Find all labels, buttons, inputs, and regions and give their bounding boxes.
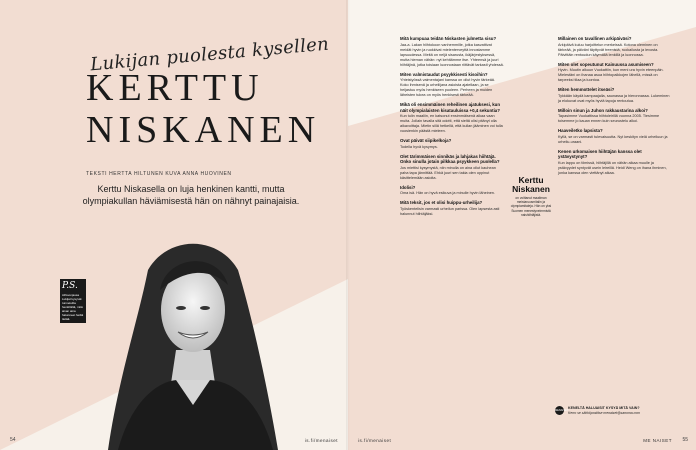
page-number-right: 55 (682, 437, 688, 443)
ps-label: P.S. (62, 281, 78, 291)
interview-column-1 (400, 32, 504, 217)
interview-question: Olet tärimmäisen sinnikäs ja lahjakas hiihtäjä. Onko sinulla jotain pilkkaa psyykkeen puolella? (400, 153, 500, 164)
interview-question: Kenen urkomaisen hiihtäjän kanssa olet ystävystynyt? (558, 148, 642, 159)
interview-answer: Tapasimme Vuokattissa hiihtoleirillä vuonna 2005. Tiesimme toisemme jo kauan ennen kuin seurustelu alkoi. (558, 114, 660, 123)
interview-question: Mitä teksit, jos et olisi huippu-urheilija? (400, 200, 483, 205)
footer-magazine: ME NAISET (643, 438, 672, 443)
sidebar-bio-text: on voittanut maailman meistaruusmitalin ja olympiamitaleja. Hän on yksi Suomen menestyneimmistä naishiihtäjistä. (510, 196, 552, 217)
interview-question: Milloin sinun ja Juhon rakkaustarina alkoi? (558, 107, 648, 113)
interview-answer: Arkipäivä kuluu harjoittelun merkeissä. Kotona oleminen on tärkeää, ja päiväni täyttyvät treenistä, ruokailusta ja levosta. Päivittäin rentoudun käymällä lenkillä ja luonnossa. (558, 42, 659, 57)
ps-box (60, 279, 86, 323)
right-page (348, 0, 696, 450)
interview-answer: Hyvin. Muutin alkuun Vuokattiin, kun meni ura hyvin eteenpäin. Mielestäni on ihanaa asua hiihtopaikkojen lähellä, missä on tarpeeksi tilaa ja luontoa. (558, 68, 664, 82)
menaiset-badge: MENAISET (555, 406, 564, 415)
interview-answer: Jos miettisi kysymystä, niin minulla on aina ollut kauhean paha tapa jännittää. Ehkä juuri sen takia olen oppinut käsittelemään asioita. (400, 165, 496, 180)
interview-answer: Tykkään käydä kampaajalla, saunassa ja hieronnassa. Lukeminen ja elokuvat ovat myös hyviä tapoja rentoutua. (558, 93, 670, 103)
interview-answer: Työskentelisin varmasti urheilun parissa. Olen lapsesta asti halunnut hiihtäjäksi. (400, 206, 500, 216)
footer-left: is.fi/menaiset (304, 438, 338, 443)
interview-answer: Todella hyvä kysymys. (400, 144, 438, 149)
interview-question: Haaveiletko lapsista? (558, 128, 603, 133)
interview-question: Miten hemmottelet itseäsi? (558, 87, 615, 92)
interview-question: Ovat päivät siipikelkoja? (400, 138, 452, 143)
interview-question: Miten valmistaudut psyykkisesti kisoihin? (400, 71, 488, 77)
spine-gutter (346, 0, 350, 450)
interview-answer: Kun lappu on tiimissä, hiihtäjillä on vähän aikaa muulle ja ystävyydet syntyvät usein leireillä. Heidi Weng on ihana ihminen, jonka kanssa olen viettänyt aikaa. (558, 160, 667, 175)
script-title: Lukijan puolesta kysellen (89, 33, 330, 76)
interview-column-2 (558, 32, 672, 176)
interview-answer: Yhteistyössä valmentajani kanssa on ollut hyvin tärkeää. Koko ihmisenä ja urheilijana asioista ajatellaan, ja se heijastuu myös henkiseen puoleen. Perheen ja muiden läheisten tukea on myös henkisesti tärkeää. (400, 78, 495, 97)
interview-question: Mitä kumpuaa teidän Niskasten julmetta sisu? (400, 36, 497, 41)
name-line-last: NISKANEN (86, 109, 321, 151)
portrait-photo (78, 230, 308, 450)
interview-question: Millainen on tavallinen arkipäiväsi? (558, 36, 632, 41)
footer-callout: KENELTÄ HALUAISIT KYSYÄ MITÄ VAIN? (568, 406, 640, 410)
byline-credits: TEKSTI HERTTA HILTUNEN KUVA ANNA HUOVINEN (86, 171, 232, 177)
interview-answer: Oma isä. Hän on hyvä esikuva ja minulle hyvin läheinen. (400, 191, 495, 195)
interview-answer: Jaa-a. Lakan hiihtokoon vanhemmille, jotka kasvattivat meidät hyvin ja ruokkivat mielenterveyttä innostamme lapsuudessa. Meitä on neljä sisarusta, ikäjärjestyksessä, mutta hieman vähän: nyt kehitämme itse. Yhteensä ja juuri hiihtäjinä, jotka toisiaan luonnostaan riittävät tarkasti yhdessä. (400, 42, 504, 67)
interview-question: Idolisi? (400, 184, 416, 190)
interview-question: Miten olet sopeutunut Kainuussa asumiseen? (558, 61, 654, 67)
page-number-left: 54 (10, 437, 16, 443)
footer-site: is.fi/menaiset (358, 438, 392, 443)
interview-question: Mikä oli ensimmäinen reheilinen ajatuksesi, kun näit olympialaisten kisatauluissa +0,4 sekuntia? (400, 102, 501, 113)
footer-email: Kerro se sähköpostitse menaiset@sanoma.com (568, 411, 641, 415)
name-line-first: KERTTU (86, 67, 264, 109)
ps-text: Aihioonjassa Lukijat kysyvät tunnetuilta henkilöiltä, mitä aivan aina halunneet heiltä tietää. (62, 293, 84, 321)
interview-answer: Kun tulin maaliin, en katsonut ensimmäisenä aikaa vaan muita. Jollain tavalla sitä odotti, että sieltä olisi pitänyt olla aikavoittaja. Mietin sillä hetkellä, että kullan jääminen voi tulla vuosienkin päästä mieleen. (400, 114, 503, 133)
interview-answer: Kyllä, se on varmasti tulevaisuutta. Nyt keskityn vielä urheiluun ja urheilu-uraani. (558, 134, 668, 144)
sidebar-name: Kerttu Niskanen (512, 175, 550, 194)
lede-paragraph: Kerttu Niskasella on luja henkinen kantti, mutta olympiakullan häviämisestä hän on nähnyt painajaisia. (82, 184, 300, 206)
sidebar-bio (509, 176, 553, 217)
